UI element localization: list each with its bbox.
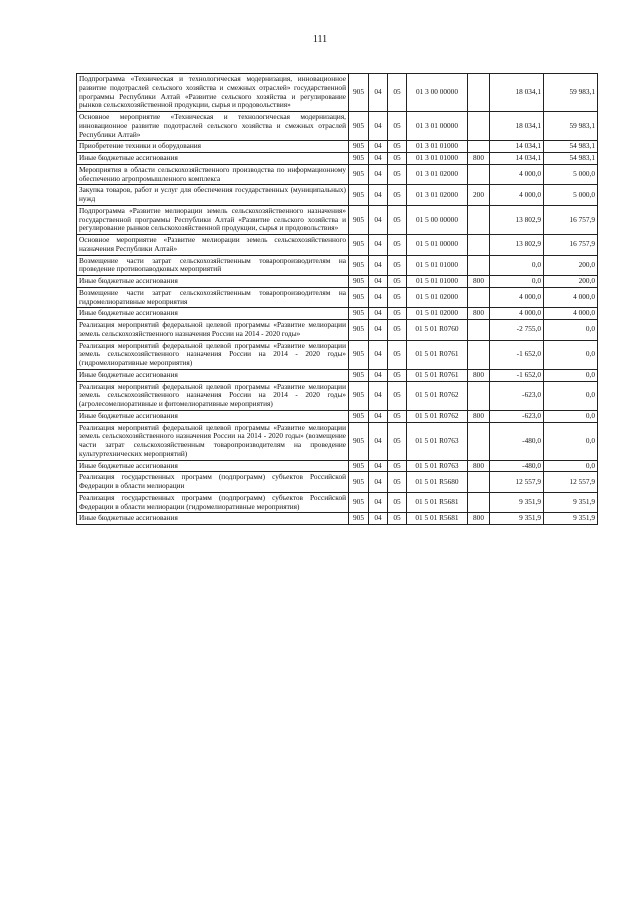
row-name: Реализация мероприятий федеральной целевой программы «Развитие мелиорации земель сельскохозяйственного назначения России на 2014 - 2020 годы» (агролесомелиоративные и фитомелиоративные мероприятия) xyxy=(77,381,349,410)
table-row xyxy=(77,422,598,460)
cell-subsection: 05 xyxy=(388,74,407,112)
cell-amount-2: 12 557,9 xyxy=(544,472,598,493)
cell-target-article: 01 3 01 00000 xyxy=(407,112,468,141)
cell-amount-1: 13 802,9 xyxy=(490,235,544,256)
cell-expense-type xyxy=(468,422,490,460)
cell-section: 04 xyxy=(369,276,388,288)
cell-grbs: 905 xyxy=(349,276,369,288)
cell-amount-2: 54 983,1 xyxy=(544,153,598,165)
cell-subsection: 05 xyxy=(388,255,407,276)
cell-target-article: 01 5 01 R0762 xyxy=(407,381,468,410)
row-name: Основное мероприятие «Техническая и технологическая модернизация, инновационное развитие подотраслей сельского хозяйства и смежных отраслей Республики Алтай» xyxy=(77,112,349,141)
cell-amount-1: 18 034,1 xyxy=(490,74,544,112)
row-name: Мероприятия в области сельскохозяйственного производства по информационному обеспечению агропромышленного комплекса xyxy=(77,164,349,185)
cell-amount-2: 200,0 xyxy=(544,276,598,288)
row-name: Иные бюджетные ассигнования xyxy=(77,410,349,422)
row-name: Подпрограмма «Развитие мелиорации земель сельскохозяйственного назначения» государственной программы Республики Алтай «Развитие сельского хозяйства и регулирование рынков сельскохозяйственной продукции, сырья и продовольствия» xyxy=(77,205,349,234)
table-row xyxy=(77,276,598,288)
cell-expense-type: 800 xyxy=(468,369,490,381)
cell-target-article: 01 3 01 02000 xyxy=(407,185,468,206)
cell-amount-2: 0,0 xyxy=(544,422,598,460)
cell-grbs: 905 xyxy=(349,205,369,234)
row-name: Приобретение техники и оборудования xyxy=(77,141,349,153)
cell-subsection: 05 xyxy=(388,205,407,234)
cell-subsection: 05 xyxy=(388,185,407,206)
cell-section: 04 xyxy=(369,287,388,308)
cell-target-article: 01 5 01 R0761 xyxy=(407,340,468,369)
cell-amount-2: 9 351,9 xyxy=(544,513,598,525)
cell-section: 04 xyxy=(369,340,388,369)
cell-section: 04 xyxy=(369,164,388,185)
cell-section: 04 xyxy=(369,320,388,341)
table-row xyxy=(77,153,598,165)
table-row xyxy=(77,320,598,341)
cell-subsection: 05 xyxy=(388,472,407,493)
row-name: Реализация мероприятий федеральной целевой программы «Развитие мелиорации земель сельскохозяйственного назначения России на 2014 - 2020 годы» (возмещение части затрат сельскохозяйственным товаропроизводителям на проведение культуртехнических мероприятий) xyxy=(77,422,349,460)
cell-amount-1: 4 000,0 xyxy=(490,308,544,320)
cell-section: 04 xyxy=(369,255,388,276)
cell-expense-type xyxy=(468,340,490,369)
row-name: Подпрограмма «Техническая и технологическая модернизация, инновационное развитие подотраслей сельского хозяйства и смежных отраслей» государственной программы Республики Алтай «Развитие сельского хозяйства и регулирование рынков сельскохозяйственной продукции, сырья и продовольствия» xyxy=(77,74,349,112)
cell-grbs: 905 xyxy=(349,340,369,369)
table-row xyxy=(77,381,598,410)
table-body xyxy=(77,74,598,525)
cell-amount-2: 0,0 xyxy=(544,340,598,369)
cell-grbs: 905 xyxy=(349,381,369,410)
budget-table xyxy=(76,73,598,525)
cell-amount-1: -1 652,0 xyxy=(490,369,544,381)
cell-amount-1: -2 755,0 xyxy=(490,320,544,341)
cell-grbs: 905 xyxy=(349,141,369,153)
cell-grbs: 905 xyxy=(349,410,369,422)
row-name: Основное мероприятие «Развитие мелиорации земель сельскохозяйственного назначения Республики Алтай» xyxy=(77,235,349,256)
cell-amount-2: 5 000,0 xyxy=(544,185,598,206)
cell-grbs: 905 xyxy=(349,74,369,112)
cell-grbs: 905 xyxy=(349,472,369,493)
cell-amount-1: 4 000,0 xyxy=(490,287,544,308)
cell-expense-type xyxy=(468,205,490,234)
cell-amount-1: -480,0 xyxy=(490,422,544,460)
row-name: Иные бюджетные ассигнования xyxy=(77,276,349,288)
cell-amount-2: 4 000,0 xyxy=(544,287,598,308)
cell-target-article: 01 5 01 R5680 xyxy=(407,472,468,493)
cell-section: 04 xyxy=(369,492,388,513)
cell-amount-1: 4 000,0 xyxy=(490,185,544,206)
cell-subsection: 05 xyxy=(388,141,407,153)
cell-section: 04 xyxy=(369,381,388,410)
row-name: Возмещение части затрат сельскохозяйственным товаропроизводителям на проведение противопаводковых мероприятий xyxy=(77,255,349,276)
cell-amount-1: -623,0 xyxy=(490,381,544,410)
cell-target-article: 01 3 01 02000 xyxy=(407,164,468,185)
page-number: 111 xyxy=(312,34,328,45)
cell-subsection: 05 xyxy=(388,460,407,472)
cell-expense-type xyxy=(468,164,490,185)
cell-section: 04 xyxy=(369,235,388,256)
cell-grbs: 905 xyxy=(349,492,369,513)
cell-amount-1: 13 802,9 xyxy=(490,205,544,234)
cell-amount-1: 14 034,1 xyxy=(490,141,544,153)
table-row xyxy=(77,235,598,256)
table-row xyxy=(77,513,598,525)
row-name: Иные бюджетные ассигнования xyxy=(77,369,349,381)
cell-grbs: 905 xyxy=(349,112,369,141)
cell-expense-type xyxy=(468,255,490,276)
cell-amount-1: 9 351,9 xyxy=(490,513,544,525)
cell-section: 04 xyxy=(369,410,388,422)
cell-expense-type xyxy=(468,74,490,112)
cell-subsection: 05 xyxy=(388,287,407,308)
cell-expense-type: 800 xyxy=(468,308,490,320)
row-name: Реализация государственных программ (подпрограмм) субъектов Российской Федерации в области мелиорации xyxy=(77,472,349,493)
row-name: Реализация мероприятий федеральной целевой программы «Развитие мелиорации земель сельскохозяйственного назначения России на 2014 - 2020 годы» (гидромелиоративные мероприятия) xyxy=(77,340,349,369)
cell-expense-type: 800 xyxy=(468,410,490,422)
cell-section: 04 xyxy=(369,369,388,381)
cell-amount-2: 0,0 xyxy=(544,320,598,341)
cell-amount-2: 0,0 xyxy=(544,381,598,410)
cell-amount-2: 59 983,1 xyxy=(544,74,598,112)
cell-target-article: 01 5 01 00000 xyxy=(407,235,468,256)
table-row xyxy=(77,287,598,308)
cell-amount-2: 16 757,9 xyxy=(544,235,598,256)
cell-amount-2: 54 983,1 xyxy=(544,141,598,153)
cell-section: 04 xyxy=(369,205,388,234)
cell-section: 04 xyxy=(369,460,388,472)
cell-section: 04 xyxy=(369,74,388,112)
cell-target-article: 01 3 01 01000 xyxy=(407,153,468,165)
cell-amount-2: 0,0 xyxy=(544,410,598,422)
cell-grbs: 905 xyxy=(349,308,369,320)
table-row xyxy=(77,340,598,369)
cell-subsection: 05 xyxy=(388,369,407,381)
cell-subsection: 05 xyxy=(388,235,407,256)
cell-grbs: 905 xyxy=(349,185,369,206)
cell-expense-type xyxy=(468,235,490,256)
row-name: Реализация мероприятий федеральной целевой программы «Развитие мелиорации земель сельскохозяйственного назначения России на 2014 - 2020 годы» xyxy=(77,320,349,341)
cell-subsection: 05 xyxy=(388,340,407,369)
table-row xyxy=(77,112,598,141)
cell-expense-type xyxy=(468,381,490,410)
cell-expense-type xyxy=(468,141,490,153)
cell-target-article: 01 5 01 R0762 xyxy=(407,410,468,422)
cell-amount-1: 12 557,9 xyxy=(490,472,544,493)
row-name: Иные бюджетные ассигнования xyxy=(77,460,349,472)
cell-target-article: 01 5 01 02000 xyxy=(407,308,468,320)
cell-target-article: 01 3 01 01000 xyxy=(407,141,468,153)
cell-grbs: 905 xyxy=(349,235,369,256)
cell-subsection: 05 xyxy=(388,492,407,513)
cell-grbs: 905 xyxy=(349,153,369,165)
cell-target-article: 01 5 01 01000 xyxy=(407,255,468,276)
row-name: Иные бюджетные ассигнования xyxy=(77,153,349,165)
cell-subsection: 05 xyxy=(388,422,407,460)
cell-section: 04 xyxy=(369,472,388,493)
cell-expense-type: 200 xyxy=(468,185,490,206)
cell-section: 04 xyxy=(369,112,388,141)
cell-target-article: 01 5 01 02000 xyxy=(407,287,468,308)
table-row xyxy=(77,74,598,112)
row-name: Возмещение части затрат сельскохозяйственным товаропроизводителям на гидромелиоративные мероприятия xyxy=(77,287,349,308)
cell-subsection: 05 xyxy=(388,513,407,525)
cell-expense-type: 800 xyxy=(468,153,490,165)
table-row xyxy=(77,369,598,381)
table-row xyxy=(77,164,598,185)
cell-grbs: 905 xyxy=(349,369,369,381)
cell-subsection: 05 xyxy=(388,308,407,320)
cell-grbs: 905 xyxy=(349,422,369,460)
cell-expense-type xyxy=(468,112,490,141)
cell-section: 04 xyxy=(369,185,388,206)
cell-amount-1: 18 034,1 xyxy=(490,112,544,141)
cell-expense-type xyxy=(468,492,490,513)
cell-amount-2: 4 000,0 xyxy=(544,308,598,320)
cell-amount-2: 16 757,9 xyxy=(544,205,598,234)
cell-target-article: 01 5 01 R0763 xyxy=(407,460,468,472)
cell-grbs: 905 xyxy=(349,320,369,341)
table-row xyxy=(77,185,598,206)
cell-amount-2: 0,0 xyxy=(544,369,598,381)
cell-subsection: 05 xyxy=(388,381,407,410)
cell-subsection: 05 xyxy=(388,153,407,165)
cell-amount-1: 4 000,0 xyxy=(490,164,544,185)
cell-amount-2: 5 000,0 xyxy=(544,164,598,185)
cell-target-article: 01 5 01 R5681 xyxy=(407,492,468,513)
cell-grbs: 905 xyxy=(349,164,369,185)
cell-subsection: 05 xyxy=(388,320,407,341)
cell-expense-type xyxy=(468,287,490,308)
cell-expense-type: 800 xyxy=(468,460,490,472)
cell-amount-1: -480,0 xyxy=(490,460,544,472)
cell-amount-2: 200,0 xyxy=(544,255,598,276)
table-row xyxy=(77,205,598,234)
cell-expense-type xyxy=(468,320,490,341)
cell-target-article: 01 5 01 R0763 xyxy=(407,422,468,460)
table-row xyxy=(77,255,598,276)
cell-amount-2: 59 983,1 xyxy=(544,112,598,141)
cell-subsection: 05 xyxy=(388,276,407,288)
cell-target-article: 01 5 01 01000 xyxy=(407,276,468,288)
table-row xyxy=(77,308,598,320)
cell-section: 04 xyxy=(369,422,388,460)
cell-target-article: 01 5 01 R5681 xyxy=(407,513,468,525)
row-name: Реализация государственных программ (подпрограмм) субъектов Российской Федерации в области мелиорации (гидромелиоративные мероприятия) xyxy=(77,492,349,513)
cell-amount-1: -1 652,0 xyxy=(490,340,544,369)
row-name: Иные бюджетные ассигнования xyxy=(77,513,349,525)
cell-section: 04 xyxy=(369,141,388,153)
cell-grbs: 905 xyxy=(349,513,369,525)
cell-amount-2: 9 351,9 xyxy=(544,492,598,513)
cell-grbs: 905 xyxy=(349,460,369,472)
cell-expense-type xyxy=(468,472,490,493)
cell-amount-2: 0,0 xyxy=(544,460,598,472)
cell-section: 04 xyxy=(369,308,388,320)
cell-expense-type: 800 xyxy=(468,513,490,525)
cell-target-article: 01 5 00 00000 xyxy=(407,205,468,234)
cell-amount-1: -623,0 xyxy=(490,410,544,422)
cell-expense-type: 800 xyxy=(468,276,490,288)
cell-grbs: 905 xyxy=(349,287,369,308)
cell-target-article: 01 5 01 R0761 xyxy=(407,369,468,381)
cell-target-article: 01 5 01 R0760 xyxy=(407,320,468,341)
cell-target-article: 01 3 00 00000 xyxy=(407,74,468,112)
cell-section: 04 xyxy=(369,153,388,165)
row-name: Закупка товаров, работ и услуг для обеспечения государственных (муниципальных) нужд xyxy=(77,185,349,206)
table-row xyxy=(77,460,598,472)
cell-subsection: 05 xyxy=(388,112,407,141)
cell-section: 04 xyxy=(369,513,388,525)
cell-amount-1: 14 034,1 xyxy=(490,153,544,165)
row-name: Иные бюджетные ассигнования xyxy=(77,308,349,320)
cell-amount-1: 0,0 xyxy=(490,255,544,276)
table-row xyxy=(77,141,598,153)
cell-grbs: 905 xyxy=(349,255,369,276)
cell-subsection: 05 xyxy=(388,410,407,422)
cell-amount-1: 9 351,9 xyxy=(490,492,544,513)
cell-amount-1: 0,0 xyxy=(490,276,544,288)
cell-subsection: 05 xyxy=(388,164,407,185)
table-row xyxy=(77,492,598,513)
table-row xyxy=(77,410,598,422)
table-row xyxy=(77,472,598,493)
